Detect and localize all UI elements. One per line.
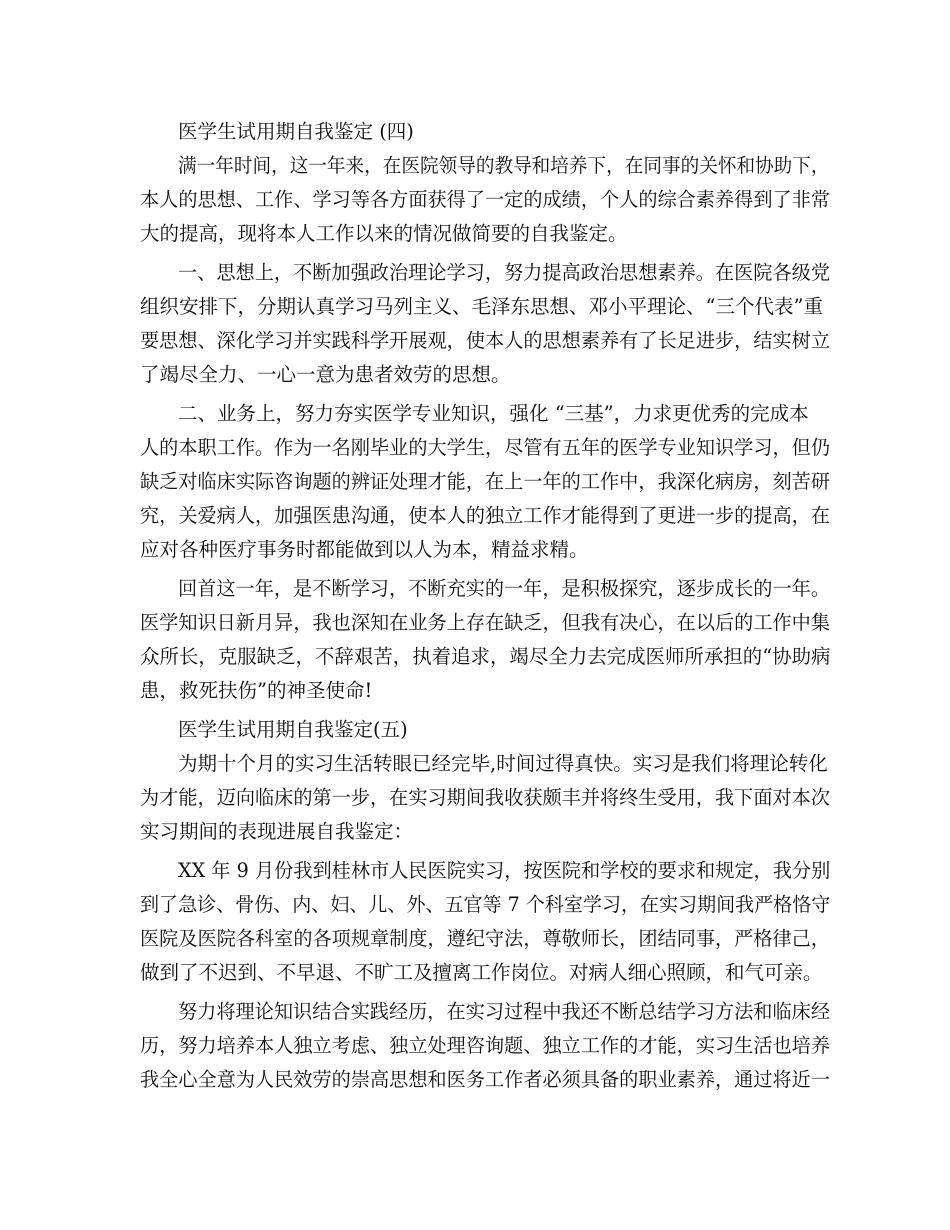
paragraph-line: 患，救死扶伤”的神圣使命!: [140, 679, 373, 702]
paragraph-line: 大的提高，现将本人工作以来的情况做简要的自我鉴定。: [140, 222, 628, 245]
paragraph-line: 要思想、深化学习并实践科学开展观，使本人的思想素养有了长足进步，结实树立: [140, 329, 831, 352]
paragraph-line: 到了急诊、骨伤、内、妇、儿、外、五官等 7 个科室学习，在实习期间我严格恪守: [140, 893, 831, 916]
paragraph-line: 应对各种医疗事务时都能做到以人为本，精益求精。: [140, 538, 589, 561]
paragraph-line: 实习期间的表现进展自我鉴定：: [140, 820, 414, 843]
paragraph-line: 众所长，克服缺乏，不辞艰苦，执着追求，竭尽全力去完成医师所承担的“协助病: [140, 645, 831, 668]
section-heading-5: 医学生试用期自我鉴定(五): [178, 718, 408, 741]
paragraph-line: 本人的思想、工作、学习等各方面获得了一定的成绩，个人的综合素养得到了非常: [140, 188, 831, 211]
paragraph-line: 二、业务上，努力夯实医学专业知识，强化 “三基”，力求更优秀的完成本: [178, 402, 809, 425]
paragraph-line: 了竭尽全力、一心一意为患者效劳的思想。: [140, 363, 511, 386]
paragraph-line: 一、思想上，不断加强政治理论学习，努力提高政治思想素养。在医院各级党: [178, 261, 831, 284]
paragraph-line: 为才能，迈向临床的第一步，在实习期间我收获颇丰并将终生受用，我下面对本次: [140, 786, 831, 809]
paragraph-line: 努力将理论知识结合实践经历，在实习过程中我还不断总结学习方法和临床经: [178, 1000, 831, 1023]
paragraph-line: 人的本职工作。作为一名刚毕业的大学生，尽管有五年的医学专业知识学习，但仍: [140, 436, 831, 459]
paragraph-line: XX 年 9 月份我到桂林市人民医院实习，按医院和学校的要求和规定，我分别: [178, 859, 831, 882]
paragraph-line: 我全心全意为人民效劳的崇高思想和医务工作者必须具备的职业素养，通过将近一: [140, 1068, 831, 1091]
paragraph-line: 历，努力培养本人独立考虑、独立处理咨询题、独立工作的才能，实习生活也培养: [140, 1034, 831, 1057]
paragraph-line: 回首这一年，是不断学习，不断充实的一年，是积极探究，逐步成长的一年。: [178, 577, 831, 600]
paragraph-line: 满一年时间，这一年来，在医院领导的教导和培养下，在同事的关怀和协助下，: [178, 154, 830, 177]
paragraph-line: 医学知识日新月异，我也深知在业务上存在缺乏，但我有决心，在以后的工作中集: [140, 611, 831, 634]
paragraph-line: 做到了不迟到、不早退、不旷工及擅离工作岗位。对病人细心照顾，和气可亲。: [140, 961, 823, 984]
paragraph-line: 组织安排下，分期认真学习马列主义、毛泽东思想、邓小平理论、“三个代表”重: [140, 295, 823, 318]
paragraph-line: 缺乏对临床实际咨询题的辨证处理才能，在上一年的工作中，我深化病房，刻苦研: [140, 470, 831, 493]
section-heading-4: 医学生试用期自我鉴定 (四): [178, 120, 414, 143]
paragraph-line: 究，关爱病人，加强医患沟通，使本人的独立工作才能得到了更进一步的提高，在: [140, 504, 831, 527]
paragraph-line: 医院及医院各科室的各项规章制度，遵纪守法，尊敬师长，团结同事，严格律己，: [140, 927, 831, 950]
paragraph-line: 为期十个月的实习生活转眼已经完毕,时间过得真快。实习是我们将理论转化: [178, 752, 828, 775]
